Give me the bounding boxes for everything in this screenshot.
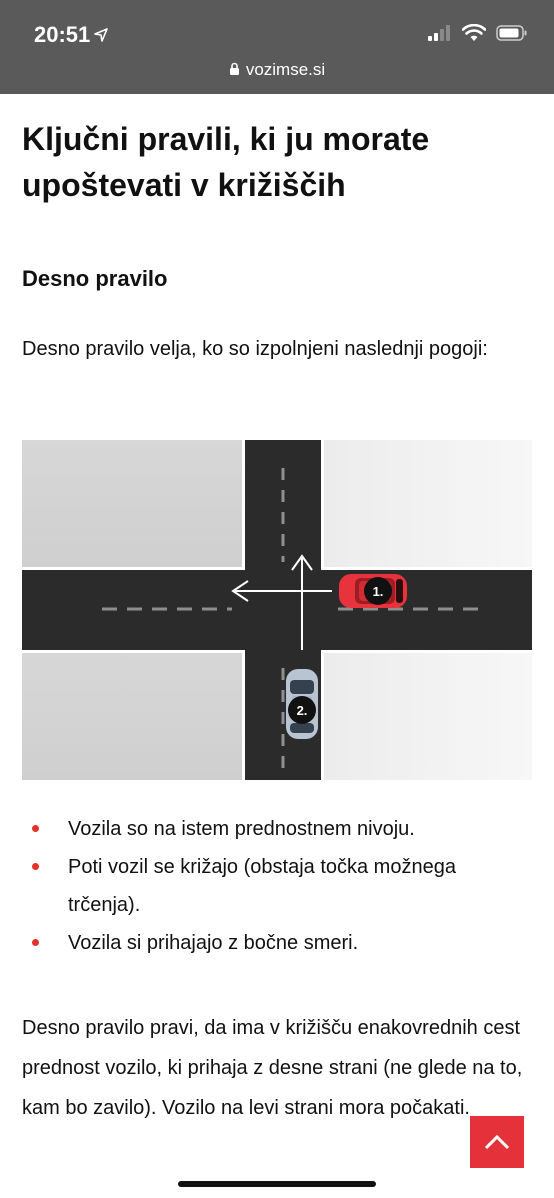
car-1: [339, 574, 407, 608]
car-2-label: 2.: [296, 703, 308, 718]
rule-paragraph: Desno pravilo pravi, da ima v križišču enakovrednih cest prednost vozilo, ki prihaja z desne strani (ne glede na to, kam bo zavilo). Vozilo na levi strani mora počakati.: [22, 1017, 523, 1119]
location-arrow-icon: [94, 28, 108, 42]
conditions-list: [22, 810, 527, 962]
grass-block-bottom-left: [22, 653, 242, 780]
grass-block-top-left: [22, 440, 242, 567]
car-1-label: 1.: [372, 584, 384, 599]
chevron-up-icon: [484, 1134, 510, 1150]
home-indicator[interactable]: [178, 1181, 376, 1187]
bullet-dot-icon: [32, 939, 39, 946]
section-heading: Desno pravilo: [22, 266, 168, 291]
battery-icon: [496, 25, 528, 41]
article-title: Ključni pravili, ki ju morate upoštevati v križiščih: [22, 121, 430, 203]
scroll-to-top-button[interactable]: [470, 1116, 524, 1168]
address-bar[interactable]: [0, 60, 554, 80]
status-icons: [428, 24, 528, 42]
lock-icon: [229, 62, 240, 76]
car-2: [286, 669, 318, 739]
intersection-diagram: [22, 440, 532, 780]
bullet-dot-icon: [32, 863, 39, 870]
intro-text: Desno pravilo velja, ko so izpolnjeni naslednji pogoji:: [22, 338, 488, 360]
cellular-signal-icon: [428, 25, 452, 41]
grass-block-bottom-right: [324, 653, 532, 780]
list-item-text: Vozila so na istem prednostnem nivoju.: [68, 818, 415, 840]
wifi-icon: [462, 24, 486, 42]
clock-text: 20:51: [34, 22, 91, 47]
list-item-text: Poti vozil se križajo (obstaja točka možnega trčenja).: [68, 856, 456, 916]
list-item: [22, 924, 527, 962]
url-text: vozimse.si: [245, 60, 326, 79]
list-item: [22, 848, 527, 924]
list-item-text: Vozila si prihajajo z bočne smeri.: [68, 932, 359, 954]
list-item: [22, 810, 527, 848]
grass-block-top-right: [324, 440, 532, 567]
bullet-dot-icon: [32, 825, 39, 832]
browser-status-bar: [0, 0, 554, 94]
status-time: [34, 22, 108, 48]
